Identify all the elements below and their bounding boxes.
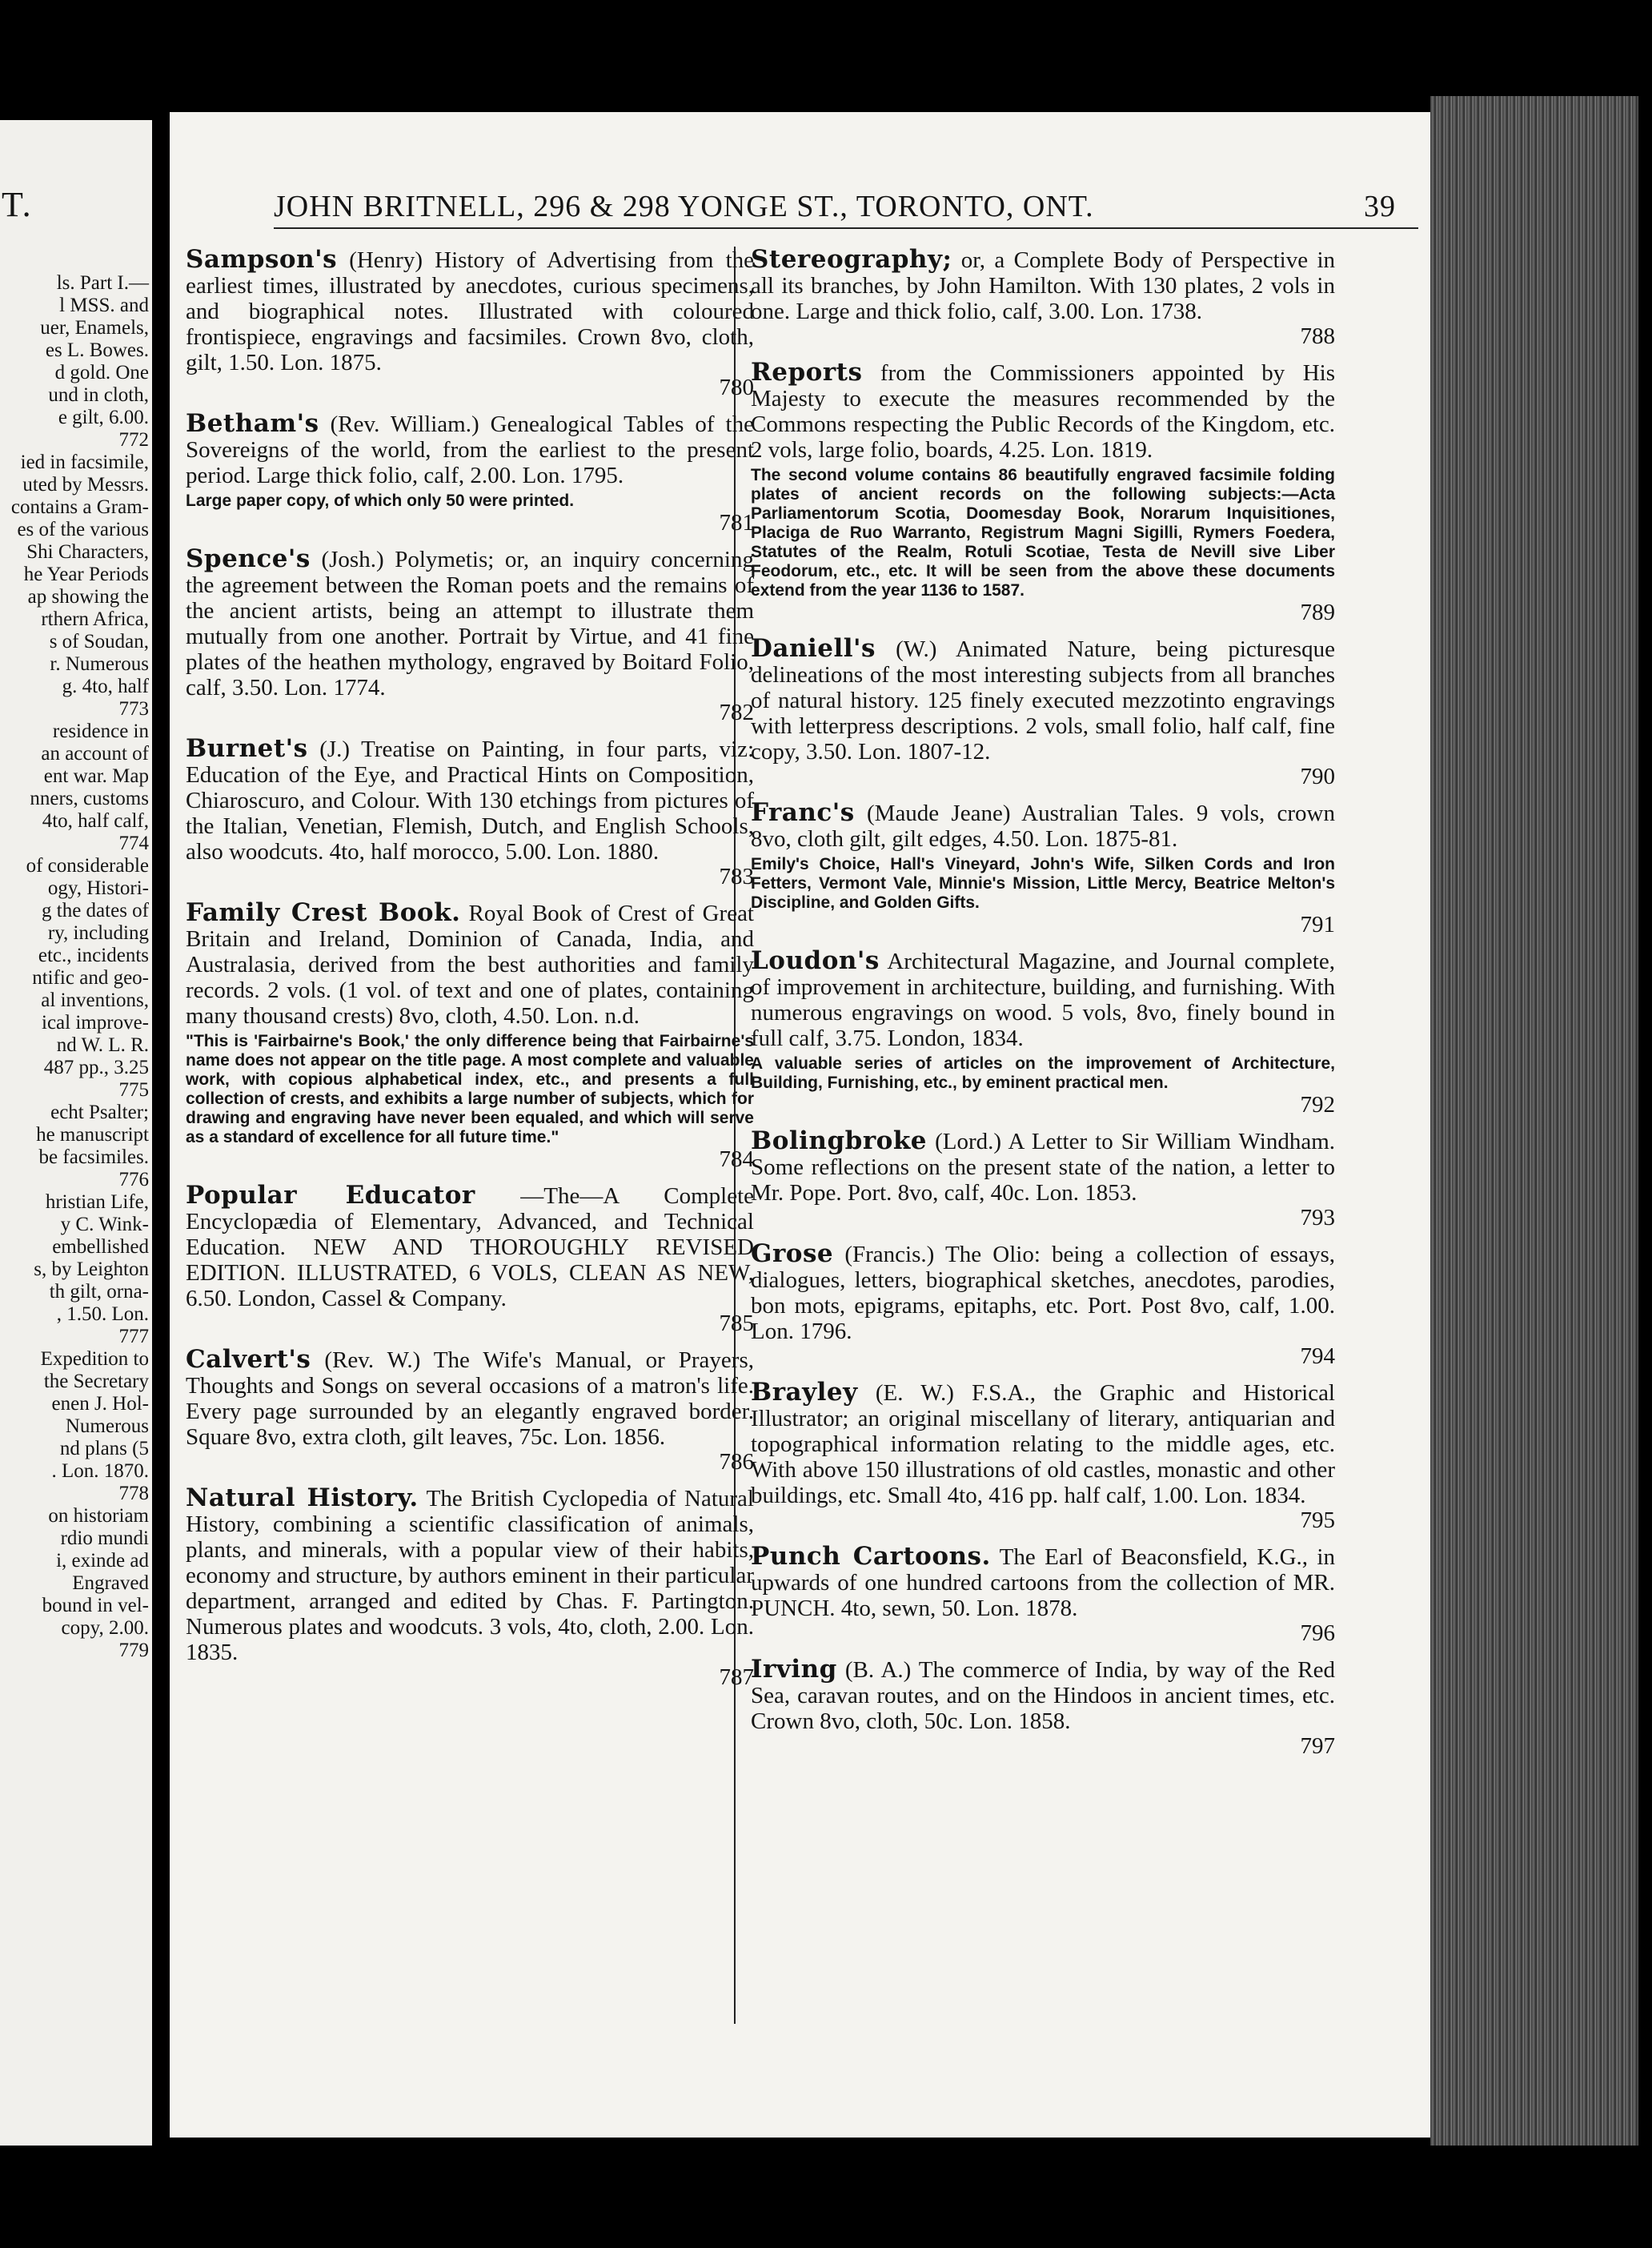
entry-number: 784	[719, 1146, 754, 1172]
previous-page-line: ap showing the	[27, 586, 149, 608]
previous-page-line: 777	[118, 1326, 149, 1347]
entry-heading: Sampson's	[186, 245, 338, 274]
entry-number: 791	[1300, 912, 1335, 937]
entry-heading: Spence's	[186, 544, 311, 573]
entry-description: (Rev. W.) The Wife's Manual, or Prayers, Thoughts and Songs on several occasions of a matron's life. Every page surrounded by an elegantly engraved border. Square 8vo, extra cloth, gilt leaves, 75c. Lon. 1856.	[186, 1347, 754, 1450]
previous-page-line: nners, customs	[30, 788, 149, 809]
entry-number: 793	[1300, 1205, 1335, 1230]
entry-number: 792	[1300, 1092, 1335, 1118]
previous-page-line: the Secretary	[43, 1371, 149, 1392]
entry-description: The Earl of Beaconsfield, K.G., in upwards of one hundred cartoons from the collection of MR. PUNCH. 4to, sewn, 50. Lon. 1878.	[751, 1544, 1335, 1621]
entry-heading: Calvert's	[186, 1345, 311, 1374]
previous-page-line: he Year Periods	[23, 564, 149, 585]
catalogue-entry	[186, 1347, 754, 1474]
catalogue-entry	[751, 1241, 1335, 1368]
entry-description: (E. W.) F.S.A., the Graphic and Historical Illustrator; an original miscellany of literary, antiquarian and topographical information relating to the middle ages, etc. With above 150 illustrations of old castles, monastic and other buildings, etc. Small 4to, 416 pp. half calf, 1.00. Lon. 1834.	[751, 1380, 1335, 1508]
catalogue-entry	[751, 1543, 1335, 1645]
entry-heading: Burnet's	[186, 734, 308, 763]
previous-page-line: ogy, Histori-	[47, 877, 149, 899]
entry-description: (W.) Animated Nature, being picturesque delineations of the most interesting subjects from all branches of natural history. 125 finely executed mezzotinto engravings with letterpress descriptions. 2 vols, small folio, half calf, fine copy, 3.50. Lon. 1807-12.	[751, 636, 1335, 765]
entry-number: 795	[1300, 1507, 1335, 1533]
previous-page-line: rdio mundi	[60, 1527, 149, 1549]
previous-page-line: s, by Leighton	[34, 1258, 149, 1280]
entry-number: 781	[719, 510, 754, 536]
entry-description: or, a Complete Body of Perspective in all its branches, by John Hamilton. With 130 plates, 2 vols in one. Large and thick folio, calf, 3.00. Lon. 1738.	[751, 247, 1335, 324]
entry-description: (Henry) History of Advertising from the earliest times, illustrated by anecdotes, curious specimens, and biographical notes. Illustrated with coloured frontispiece, engravings and facsimiles. Crown 8vo, cloth, gilt, 1.50. Lon. 1875.	[186, 247, 754, 375]
catalogue-entry	[186, 411, 754, 535]
previous-page-line: g the dates of	[42, 900, 149, 921]
entry-number: 790	[1300, 764, 1335, 789]
previous-page-line: Expedition to	[40, 1348, 149, 1370]
previous-page-line: 487 pp., 3.25	[43, 1057, 149, 1078]
entry-heading: Punch Cartoons.	[751, 1542, 991, 1571]
catalogue-entry	[751, 1128, 1335, 1230]
entry-heading: Daniell's	[751, 634, 876, 663]
previous-page-line: i, exinde ad	[56, 1550, 149, 1572]
entry-number: 782	[719, 700, 754, 725]
previous-page-line: contains a Gram-	[10, 496, 149, 518]
previous-page-line: es of the various	[17, 519, 149, 540]
entry-heading: Family Crest Book.	[186, 898, 461, 927]
catalogue-entry	[751, 1379, 1335, 1532]
previous-page-line: g. 4to, half	[62, 676, 149, 697]
entry-description: (J.) Treatise on Painting, in four parts, viz: Education of the Eye, and Practical Hints on Composition, Chiaroscuro, and Colour. With 130 etchings from pictures of the Italian, Venetian, Flemish, Dutch, and English Schools, also woodcuts. 4to, half morocco, 5.00. Lon. 1880.	[186, 737, 754, 865]
previous-page-line: 779	[118, 1640, 149, 1661]
previous-page-line: al inventions,	[41, 990, 149, 1011]
entry-heading: Betham's	[186, 409, 319, 438]
previous-page-line: ry, including	[47, 922, 149, 944]
previous-page-line: ent war. Map	[43, 765, 149, 787]
previous-page-line: s of Soudan,	[49, 631, 149, 652]
entry-description: Royal Book of Crest of Great Britain and Ireland, Dominion of Canada, India, and Australasia, derived from the best authorities and family records. 2 vols. (1 vol. of text and one of plates, containing many thousand crests) 8vo, cloth, 4.50. Lon. n.d.	[186, 901, 754, 1029]
catalogue-entry	[186, 247, 754, 399]
previous-page-line: y C. Wink-	[60, 1214, 149, 1235]
entry-heading: Brayley	[751, 1378, 858, 1407]
previous-page-line: Engraved	[72, 1572, 149, 1594]
previous-page-line: . Lon. 1870.	[51, 1460, 149, 1482]
previous-page-header: T.	[2, 185, 33, 224]
catalogue-entry	[186, 736, 754, 889]
previous-page-line: 778	[118, 1483, 149, 1504]
previous-page-line: bound in vel-	[42, 1595, 149, 1616]
entry-number: 789	[1300, 600, 1335, 625]
entry-note: A valuable series of articles on the improvement of Architecture, Building, Furnishing, etc., by eminent practical men.	[751, 1054, 1335, 1092]
entry-number: 783	[719, 864, 754, 889]
previous-page-line: nd W. L. R.	[56, 1034, 149, 1056]
entry-note: Emily's Choice, Hall's Vineyard, John's Wife, Silken Cords and Iron Fetters, Vermont Vale, Minnie's Mission, Little Mercy, Beatrice Melton's Discipline, and Golden Gifts.	[751, 855, 1335, 912]
entry-note: Large paper copy, of which only 50 were printed.	[186, 492, 575, 510]
book-page-edges	[1430, 96, 1638, 2146]
previous-page-line: r. Numerous	[50, 653, 149, 675]
previous-page-line: echt Psalter;	[50, 1102, 149, 1123]
page-number: 39	[1364, 190, 1396, 223]
entry-description: (Rev. William.) Genealogical Tables of the Sovereigns of the world, from the earliest to the present period. Large thick folio, calf, 2.00. Lon. 1795.	[186, 411, 754, 488]
previous-page-line: 776	[118, 1169, 149, 1190]
left-column	[186, 247, 754, 1700]
entry-heading: Loudon's	[751, 946, 880, 975]
previous-page-line: ls. Part I.—	[56, 272, 149, 294]
previous-page-line: 4to, half calf,	[42, 810, 149, 832]
previous-page-line: copy, 2.00.	[61, 1617, 149, 1639]
previous-page-line: 775	[118, 1079, 149, 1101]
previous-page-line: be facsimiles.	[38, 1146, 149, 1168]
previous-page-line: , 1.50. Lon.	[56, 1303, 149, 1325]
catalogue-entry	[186, 1182, 754, 1335]
previous-page-line: 772	[118, 429, 149, 451]
entry-heading: Reports	[751, 358, 863, 387]
catalogue-entry	[751, 359, 1335, 624]
entry-description: —The—A Complete Encyclopædia of Elementary, Advanced, and Technical Education. NEW AND THOROUGHLY REVISED EDITION. ILLUSTRATED, 6 VOLS, CLEAN AS NEW, 6.50. London, Cassel & Company.	[186, 1183, 754, 1311]
entry-description: (Lord.) A Letter to Sir William Windham. Some reflections on the present state of the nation, a letter to Mr. Pope. Port. 8vo, calf, 40c. Lon. 1853.	[751, 1129, 1335, 1206]
previous-page-line: he manuscript	[36, 1124, 149, 1146]
previous-page-fragment	[0, 120, 152, 2146]
previous-page-line: 773	[118, 698, 149, 720]
running-header-title: JOHN BRITNELL, 296 & 298 YONGE ST., TORONTO, ONT.	[274, 190, 1094, 223]
entry-number: 787	[719, 1664, 754, 1690]
previous-page-line: etc., incidents	[38, 945, 149, 966]
catalogue-entry	[186, 900, 754, 1171]
entry-heading: Grose	[751, 1239, 834, 1268]
entry-number: 794	[1300, 1343, 1335, 1369]
previous-page-line: of considerable	[26, 855, 149, 877]
previous-page-line: l MSS. and	[59, 295, 149, 316]
previous-page-line: enen J. Hol-	[51, 1393, 149, 1415]
entry-number: 780	[719, 375, 754, 400]
catalogue-entry	[751, 247, 1335, 348]
entry-heading: Irving	[751, 1655, 837, 1684]
entry-heading: Popular Educator	[186, 1181, 475, 1210]
previous-page-line: ical improve-	[42, 1012, 149, 1034]
entry-number: 797	[1300, 1733, 1335, 1759]
entry-description: (Maude Jeane) Australian Tales. 9 vols, crown 8vo, cloth gilt, gilt edges, 4.50. Lon. 1875-81.	[751, 801, 1335, 852]
previous-page-line: uted by Messrs.	[22, 474, 149, 496]
catalogue-entry	[751, 1656, 1335, 1758]
entry-description: (B. A.) The commerce of India, by way of the Red Sea, caravan routes, and on the Hindoos in ancient times, etc. Crown 8vo, cloth, 50c. Lon. 1858.	[751, 1657, 1335, 1734]
entry-description: Architectural Magazine, and Journal complete, of improvement in architecture, building, and furnishing. With numerous engravings on wood. 5 vols, 8vo, finely bound in full calf, 3.75. London, 1834.	[751, 949, 1335, 1051]
previous-page-line: ntific and geo-	[32, 967, 149, 989]
previous-page-line: ied in facsimile,	[20, 452, 149, 473]
entry-note: "This is 'Fairbairne's Book,' the only difference being that Fairbairne's name does not appear on the title page. A most complete and valuable work, with copious alphabetical index, etc., and presents a full collection of crests, and exhibits a large number of subjects, which for drawing and engraving have never been equaled, and which will serve as a standard of excellence for all future time."	[186, 1032, 754, 1146]
previous-page-line: residence in	[52, 721, 149, 742]
previous-page-line: nd plans (5	[59, 1438, 149, 1459]
catalogue-entry	[186, 1485, 754, 1689]
previous-page-text	[3, 272, 152, 1662]
catalogue-entry	[751, 948, 1335, 1117]
previous-page-line: Shi Characters,	[26, 541, 149, 563]
catalogue-entry	[751, 636, 1335, 789]
previous-page-line: hristian Life,	[45, 1191, 149, 1213]
entry-heading: Natural History.	[186, 1483, 419, 1512]
entry-description: The British Cyclopedia of Natural History, combining a scientific classification of animals, plants, and minerals, with a popular view of their habits, economy and structure, by authors eminent in their particular department, arranged and edited by Chas. F. Partington. Numerous plates and woodcuts. 3 vols, 4to, cloth, 2.00. Lon. 1835.	[186, 1486, 754, 1665]
previous-page-line: e gilt, 6.00.	[58, 407, 149, 428]
entry-note: The second volume contains 86 beautifully engraved facsimile folding plates of ancient records on the following subjects:—Acta Parliamentorum Scotia, Doomesday Book, Norarum Inquisitiones, Placiga de Ruo Warranto, Registrum Magni Sigilli, Rymers Foedera, Statutes of the Realm, Rotuli Scotiae, Testa de Nevill sive Liber Feodorum, etc., etc. It will be seen from the above these documents extend from the year 1136 to 1587.	[751, 466, 1335, 600]
previous-page-line: th gilt, orna-	[49, 1281, 149, 1303]
entry-number: 785	[719, 1311, 754, 1336]
entry-heading: Bolingbroke	[751, 1126, 928, 1155]
entry-heading: Franc's	[751, 798, 855, 827]
entry-number: 788	[1300, 323, 1335, 349]
entry-number: 796	[1300, 1620, 1335, 1646]
catalogue-entry	[751, 800, 1335, 937]
entry-description: (Francis.) The Olio: being a collection of essays, dialogues, letters, biographical sketches, anecdotes, parodies, bon mots, epigrams, epitaphs, etc. Port. Post 8vo, calf, 1.00. Lon. 1796.	[751, 1242, 1335, 1344]
previous-page-line: 774	[118, 833, 149, 854]
previous-page-line: und in cloth,	[48, 384, 149, 406]
previous-page-line: embellished	[52, 1236, 149, 1258]
previous-page-line: d gold. One	[54, 362, 149, 383]
previous-page-line: es L. Bowes.	[45, 339, 149, 361]
previous-page-line: uer, Enamels,	[40, 317, 149, 339]
right-column	[735, 247, 1335, 1769]
entry-description: from the Commissioners appointed by His Majesty to execute the measures recommended by the Commons respecting the Public Records of the Kingdom, etc. 2 vols, large folio, boards, 4.25. Lon. 1819.	[751, 360, 1335, 463]
entry-number: 786	[719, 1449, 754, 1475]
running-header	[274, 189, 1418, 229]
previous-page-line: rthern Africa,	[41, 608, 149, 630]
catalogue-page	[170, 112, 1430, 2138]
previous-page-line: on historiam	[48, 1505, 149, 1527]
previous-page-line: Numerous	[65, 1415, 149, 1437]
catalogue-entry	[186, 546, 754, 725]
previous-page-line: an account of	[41, 743, 149, 765]
entry-description: (Josh.) Polymetis; or, an inquiry concerning the agreement between the Roman poets and the remains of the ancient artists, being an attempt to illustrate them mutually from one another. Portrait by Virtue, and 41 fine plates of the heathen mythology, engraved by Boitard Folio, calf, 3.50. Lon. 1774.	[186, 547, 754, 700]
entry-heading: Stereography;	[751, 245, 952, 274]
